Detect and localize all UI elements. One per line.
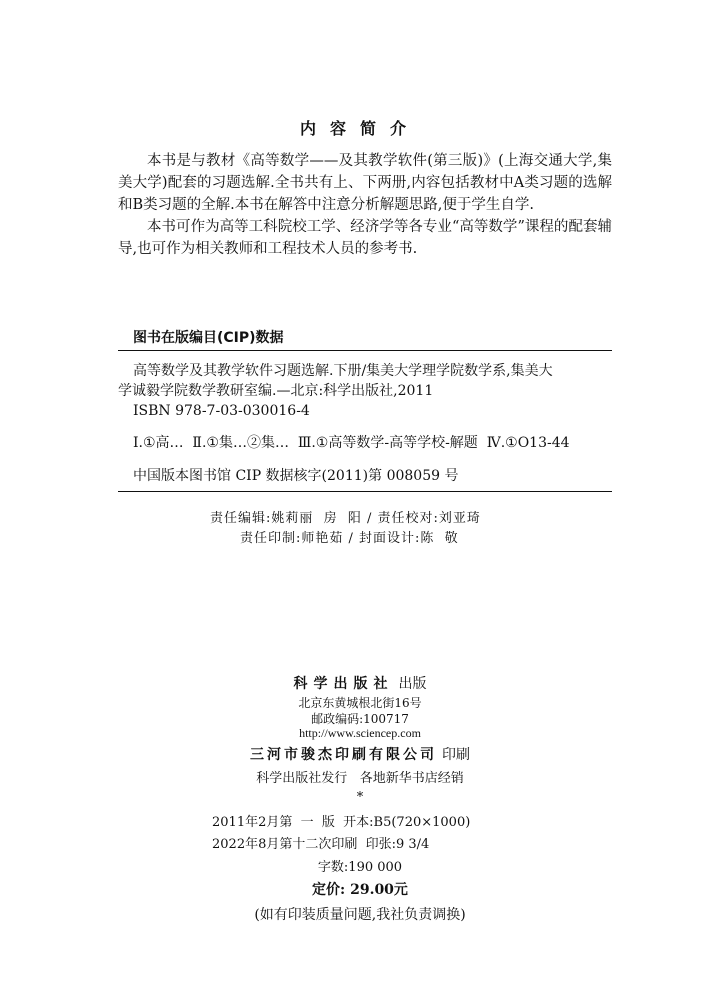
cip-isbn: ISBN 978-7-03-030016-4 [133, 403, 310, 419]
cip-top-rule [118, 350, 612, 351]
cip-bottom-rule [118, 491, 612, 492]
quality-note: (如有印装质量问题,我社负责调换) [254, 907, 466, 923]
printing-line: 2022年8月第十二次印刷 印张:9 3/4 [212, 837, 430, 852]
cip-classification: Ⅰ.①高… Ⅱ.①集…②集… Ⅲ.①高等数学-高等学校-解题 Ⅳ.①O13-44 [133, 435, 570, 451]
price: 定价: 29.00元 [312, 882, 408, 898]
publisher-postcode: 邮政编码:100717 [311, 712, 409, 726]
printer-line [0, 744, 720, 764]
printer-name: 三河市骏杰印刷有限公司 [249, 747, 437, 763]
edition-line: 2011年2月第 一 版 开本:B5(720×1000) [212, 815, 471, 830]
publisher-url: http://www.sciencep.com [299, 726, 421, 740]
intro-paragraph-1: 本书是与教材《高等数学——及其教学软件(第三版)》(上海交通大学,集美大学)配套的习题选解.全书共有上、下两册,内容包括教材中A类习题的选解和B类习题的全解.本书在解答中注意分析解题思路,便于学生自学. [118, 153, 612, 213]
intro-paragraph-2: 本书可作为高等工科院校工学、经济学等各专业“高等数学”课程的配套辅导,也可作为相关教师和工程技术人员的参考书. [118, 219, 612, 257]
separator-star: * [356, 790, 364, 805]
cip-entry-line-1: 高等数学及其教学软件习题选解.下册/集美大学理学院数学系,集美大 [133, 363, 553, 379]
intro-section [118, 150, 612, 260]
credits-line-2: 责任印制:师艳茹 / 封面设计:陈 敬 [240, 531, 459, 546]
credits-line-1: 责任编辑:姚莉丽 房 阳 / 责任校对:刘亚琦 [210, 511, 481, 526]
word-count: 字数:190 000 [317, 860, 403, 875]
publisher-suffix: 出版 [398, 676, 427, 692]
distribution-line: 科学出版社发行 各地新华书店经销 [256, 771, 464, 786]
printer-suffix: 印刷 [442, 747, 471, 763]
publisher-name: 科学出版社 [293, 676, 394, 692]
publisher-line [0, 673, 720, 693]
publisher-address: 北京东黄城根北街16号 [298, 696, 422, 710]
cip-entry-line-2: 学诚毅学院数学教研室编.—北京:科学出版社,2011 [118, 383, 434, 399]
cip-heading: 图书在版编目(CIP)数据 [133, 330, 284, 346]
cip-record-number: 中国版本图书馆 CIP 数据核字(2011)第 008059 号 [133, 468, 459, 484]
page-title: 内容简介 [299, 119, 420, 138]
